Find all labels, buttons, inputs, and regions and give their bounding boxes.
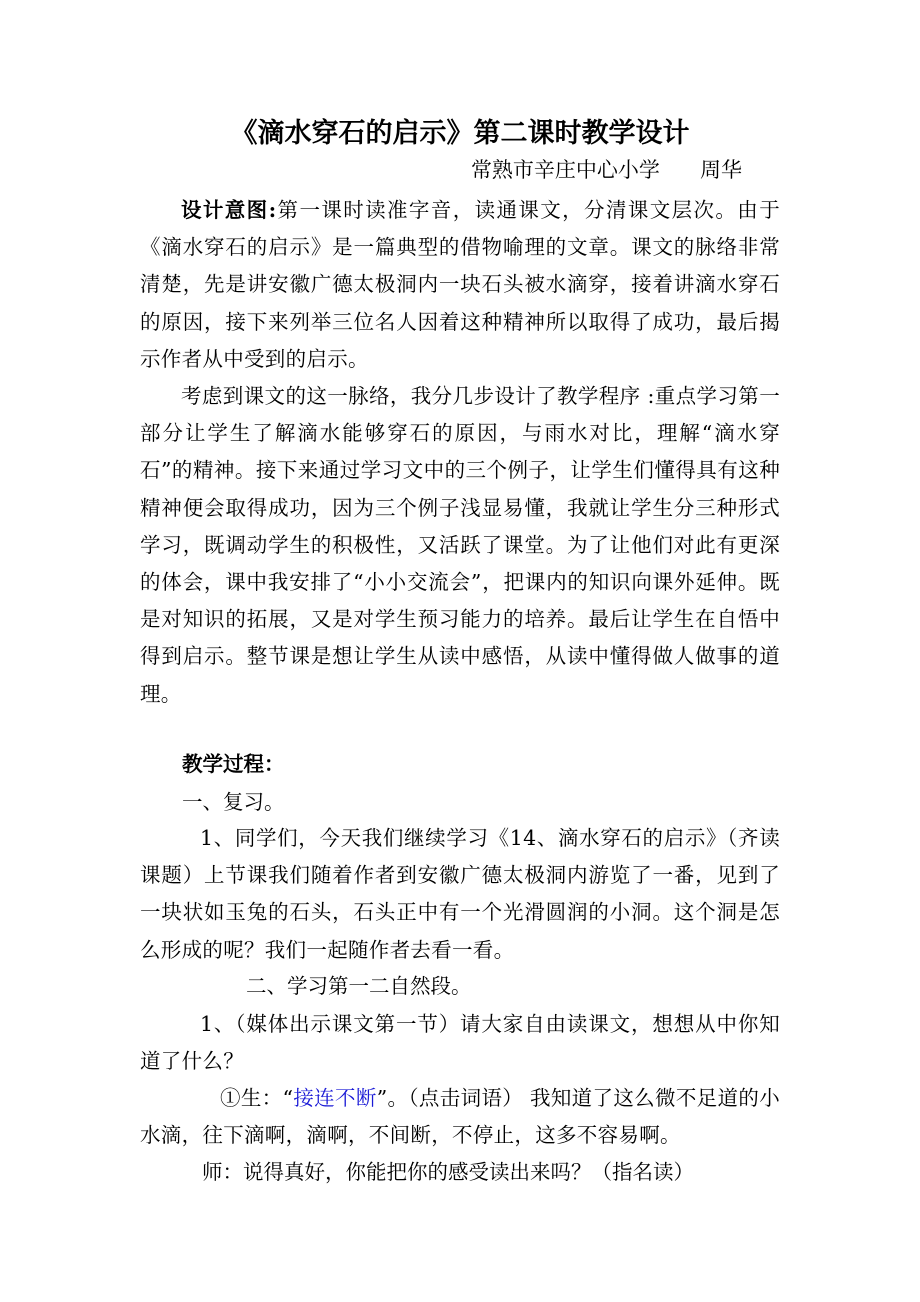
student-answer-prefix: ①生：“ bbox=[220, 1086, 294, 1110]
student-answer-paragraph bbox=[140, 1080, 780, 1154]
process-heading: 教学过程： bbox=[182, 752, 285, 776]
section-review-heading: 一、复习。 bbox=[182, 790, 285, 814]
media-paragraph: 1、（媒体出示课文第一节）请大家自由读课文，想想从中你知道了什么？ bbox=[140, 1012, 780, 1074]
review-paragraph: 1、同学们，今天我们继续学习《14、滴水穿石的启示》（齐读课题）上节课我们随着作者到安徽广德太极洞内游览了一番，见到了一块状如玉兔的石头，石头正中有一个光滑圆润的小洞。这个洞是怎么形成的呢？我们一起随作者去看一看。 bbox=[140, 826, 780, 962]
section-study-heading: 二、学习第一二自然段。 bbox=[246, 974, 472, 998]
keyword-link[interactable]: 接连不断 bbox=[293, 1086, 377, 1110]
document-title: 《滴水穿石的启示》第二课时教学设计 bbox=[230, 118, 690, 149]
design-intent-paragraph bbox=[140, 192, 780, 378]
design-intent-text: 第一课时读准字音，读通课文，分清课文层次。由于《滴水穿石的启示》是一篇典型的借物喻理的文章。课文的脉络非常清楚，先是讲安徽广德太极洞内一块石头被水滴穿，接着讲滴水穿石的原因，接下来列举三位名人因着这种精神所以取得了成功，最后揭示作者从中受到的启示。 bbox=[140, 198, 780, 371]
student-answer-text: ”。（点击词语） 我知道了这么微不足道的小水滴，往下滴啊，滴啊，不间断，不停止，这多不容易啊。 bbox=[140, 1086, 780, 1148]
design-intent-label: 设计意图: bbox=[181, 198, 277, 222]
author-line: 常熟市辛庄中心小学 周华 bbox=[470, 158, 742, 182]
design-plan-paragraph: 考虑到课文的这一脉络，我分几步设计了教学程序 :重点学习第一部分让学生了解滴水能够穿石的原因，与雨水对比，理解“滴水穿石”的精神。接下来通过学习文中的三个例子，让学生们懂得具有这种精神便会取得成功，因为三个例子浅显易懂，我就让学生分三种形式学习，既调动学生的积极性，又活跃了课堂。为了让他们对此有更深的体会，课中我安排了“小小交流会”，把课内的知识向课外延伸。既是对知识的拓展，又是对学生预习能力的培养。最后让学生在自悟中得到启示。整节课是想让学生从读中感悟，从读中懂得做人做事的道理。 bbox=[140, 384, 780, 706]
teacher-line: 师：说得真好，你能把你的感受读出来吗？（指名读） bbox=[202, 1160, 694, 1184]
